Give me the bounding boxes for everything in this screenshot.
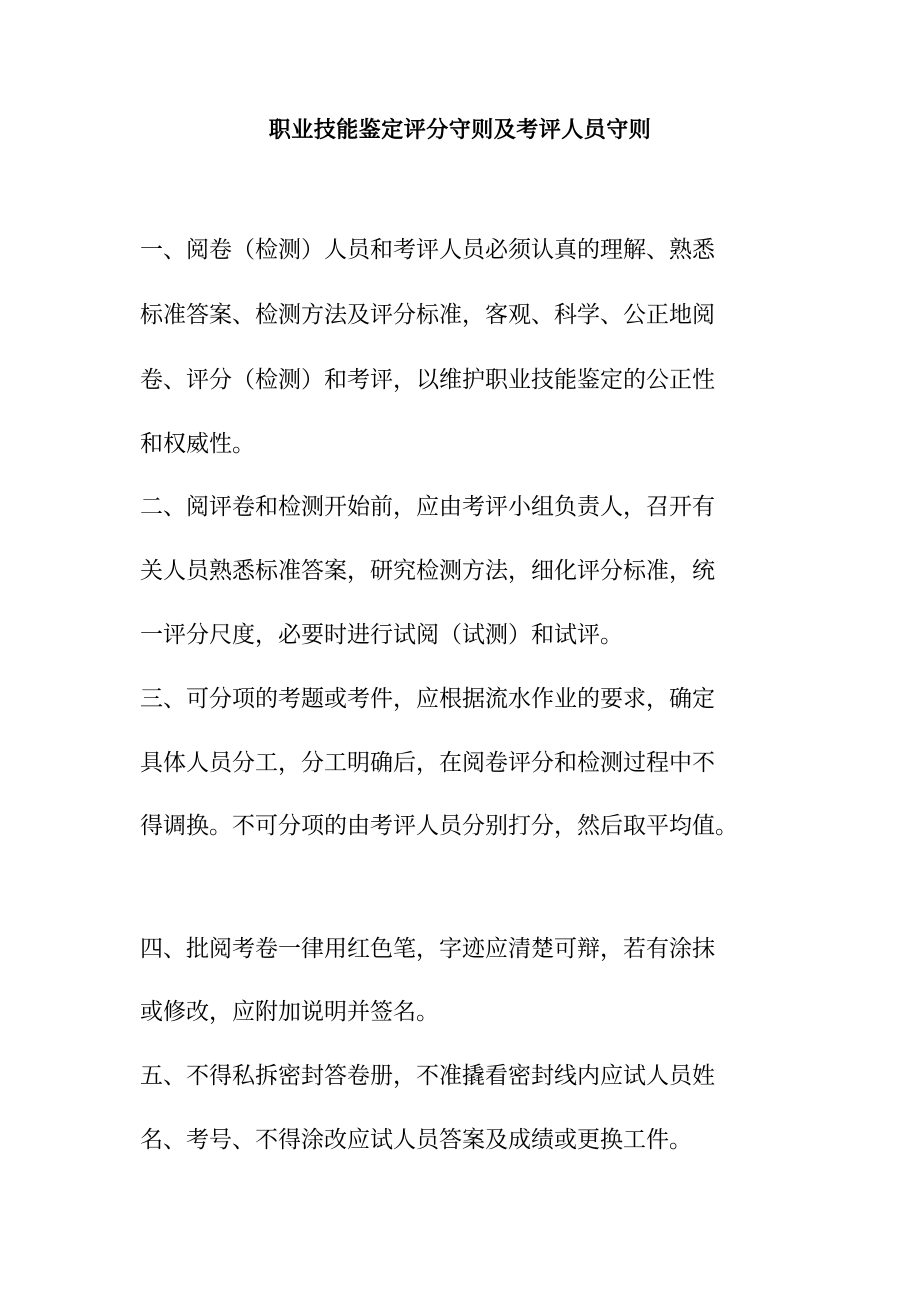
paragraph-2-line-3: 一评分尺度，必要时进行试阅（试测）和试评。 xyxy=(140,622,623,648)
paragraph-1-line-3: 卷、评分（检测）和考评，以维护职业技能鉴定的公正性 xyxy=(140,367,715,393)
paragraph-5-line-2: 名、考号、不得涂改应试人员答案及成绩或更换工件。 xyxy=(140,1127,692,1153)
paragraph-4-line-1: 四、批阅考卷一律用红色笔，字迹应清楚可辩，若有涂抹 xyxy=(140,936,715,962)
paragraph-2-line-2: 关人员熟悉标准答案，研究检测方法，细化评分标准，统 xyxy=(140,558,715,584)
paragraph-1-line-2: 标准答案、检测方法及评分标准，客观、科学、公正地阅 xyxy=(140,302,715,328)
paragraph-5-line-1: 五、不得私拆密封答卷册，不准撬看密封线内应试人员姓 xyxy=(140,1063,715,1089)
paragraph-2-line-1: 二、阅评卷和检测开始前，应由考评小组负责人，召开有 xyxy=(140,494,715,520)
paragraph-3-line-1: 三、可分项的考题或考件，应根据流水作业的要求，确定 xyxy=(140,686,715,712)
paragraph-3-line-2: 具体人员分工，分工明确后，在阅卷评分和检测过程中不 xyxy=(140,750,715,776)
paragraph-4-line-2: 或修改，应附加说明并签名。 xyxy=(140,999,439,1025)
document-title: 职业技能鉴定评分守则及考评人员守则 xyxy=(268,117,652,143)
paragraph-1-line-4: 和权威性。 xyxy=(140,431,255,457)
paragraph-3-line-3: 得调换。不可分项的由考评人员分别打分，然后取平均值。 xyxy=(140,813,738,839)
paragraph-1-line-1: 一、阅卷（检测）人员和考评人员必须认真的理解、熟悉 xyxy=(140,237,715,263)
